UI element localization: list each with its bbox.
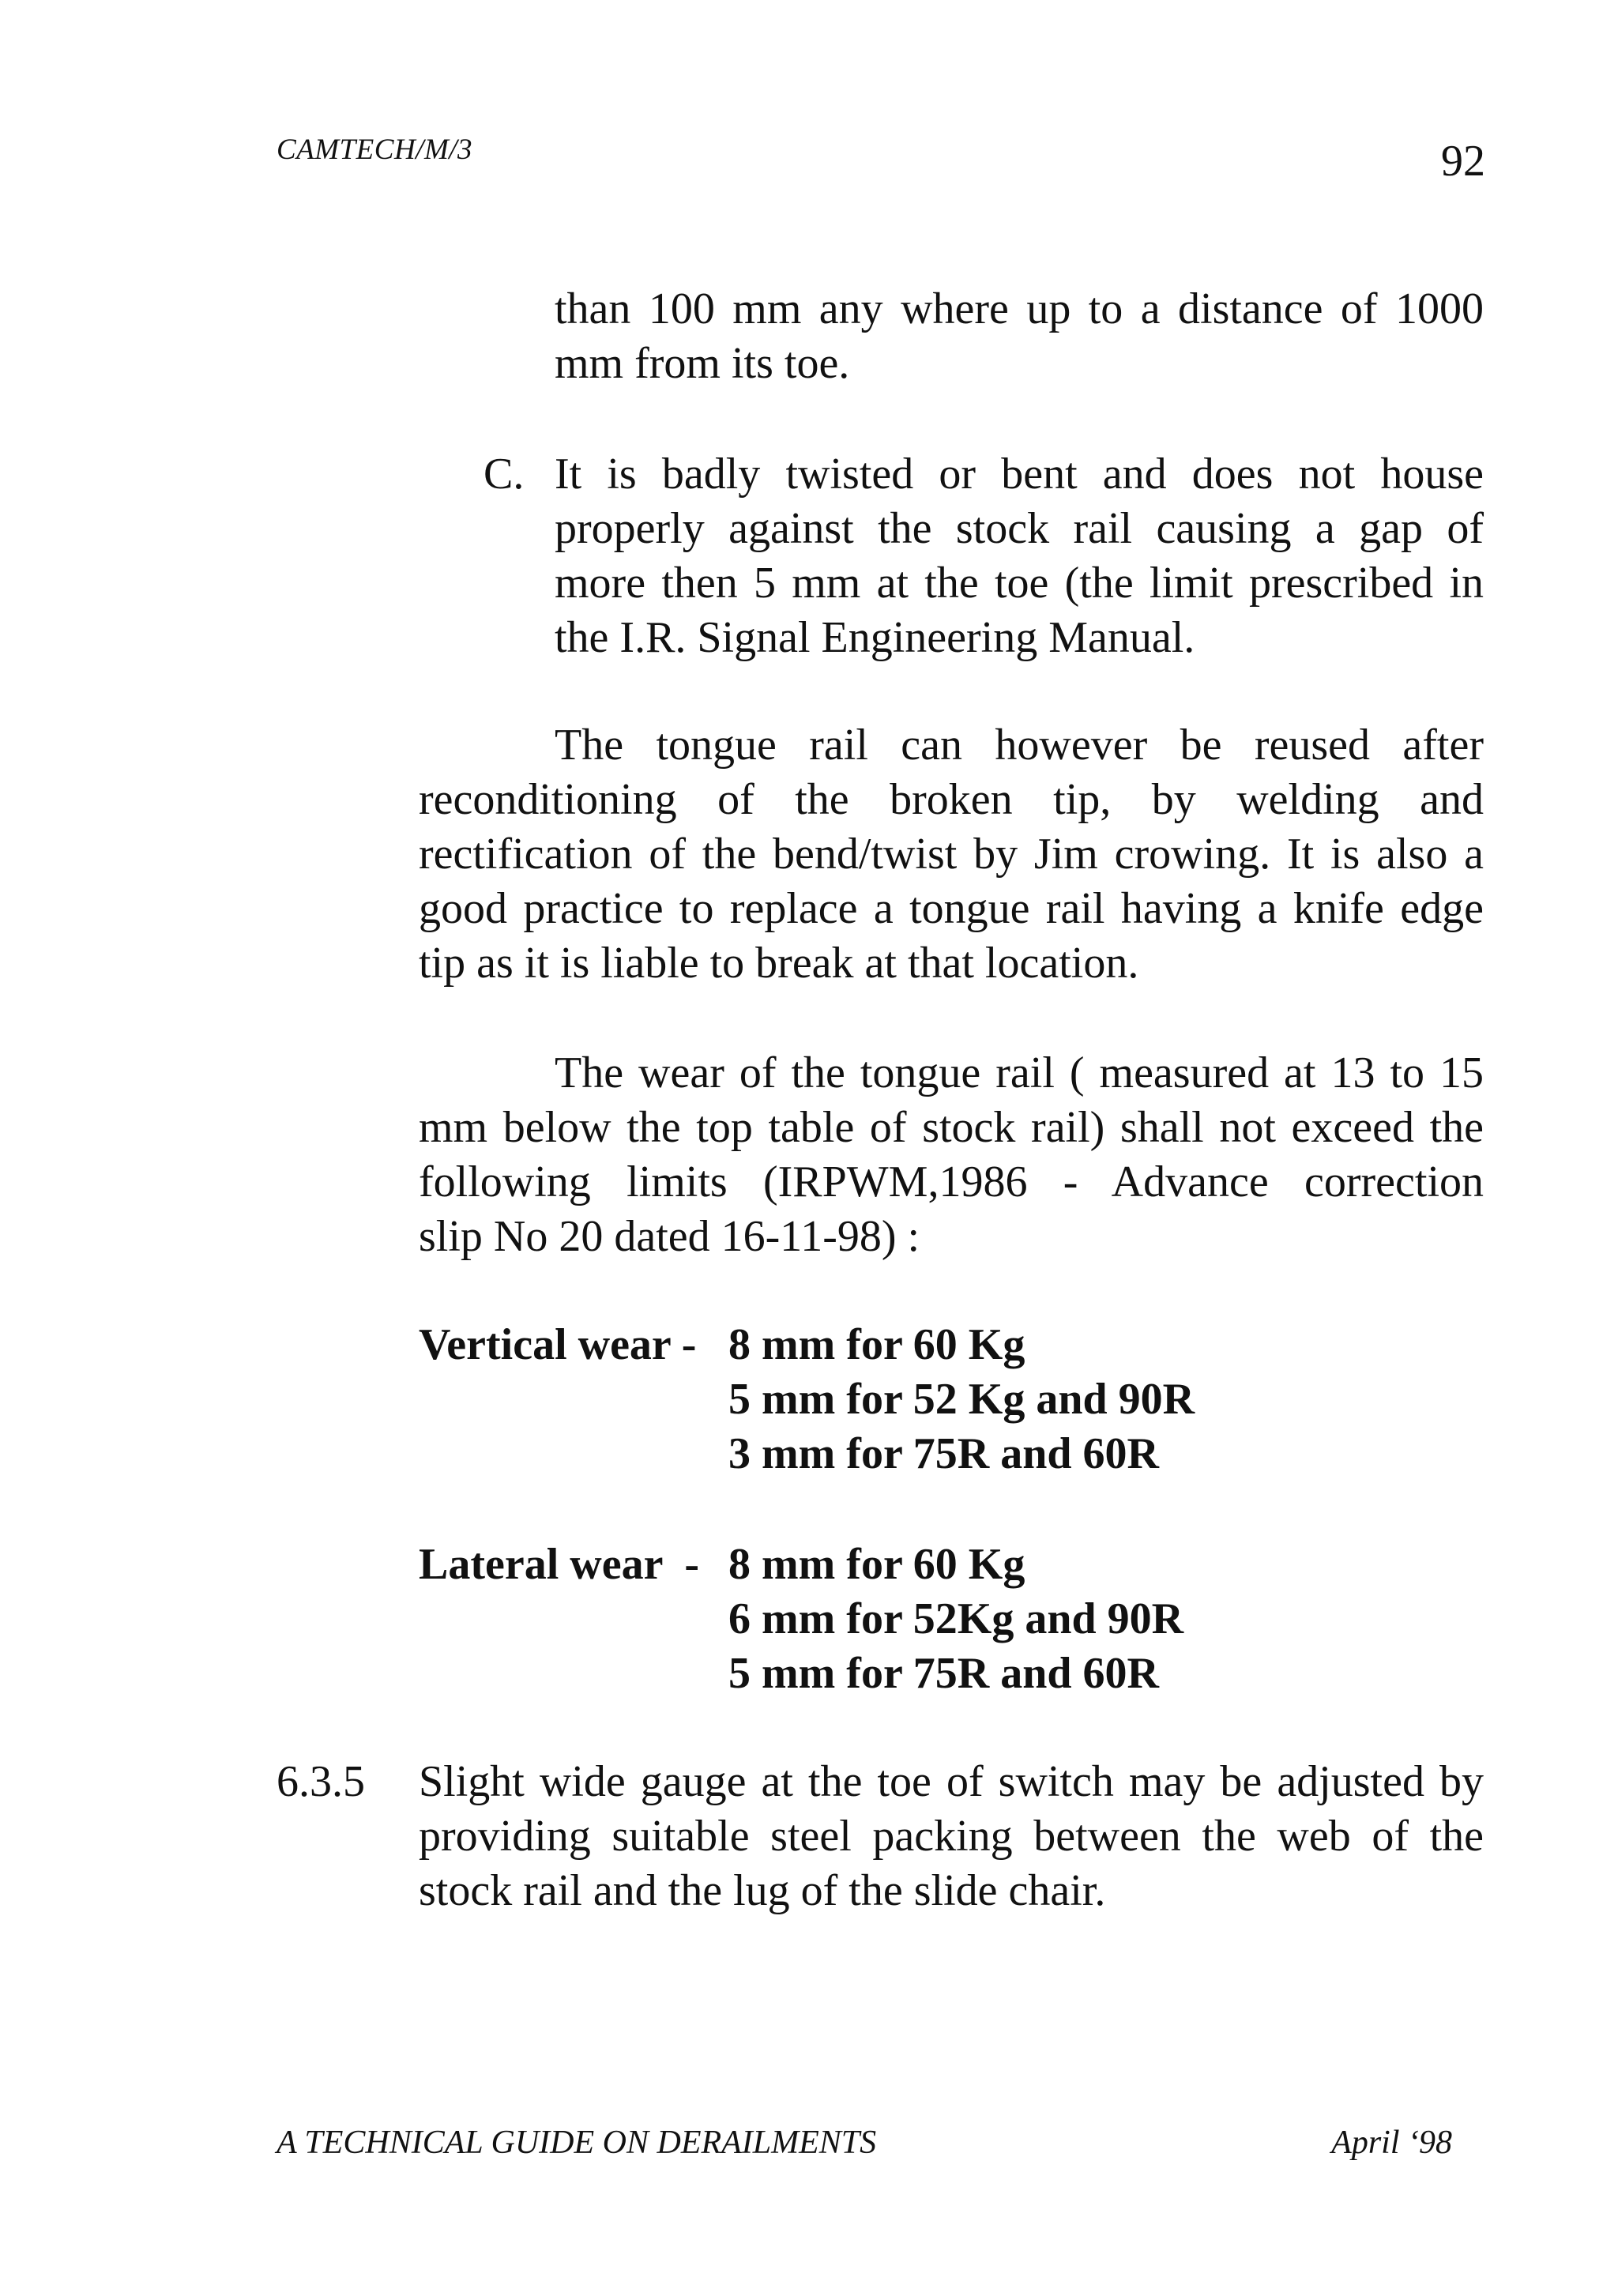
page-number: 92 — [1441, 137, 1485, 186]
section-text — [419, 1755, 1484, 1918]
paragraph-reuse — [419, 718, 1484, 991]
section-number: 6.3.5 — [277, 1757, 365, 1806]
text-line: stock rail and the lug of the slide chair. — [419, 1866, 1106, 1915]
text-line: the I.R. Signal Engineering Manual. — [555, 613, 1195, 662]
continuation-paragraph — [555, 282, 1484, 391]
text-line: It is badly twisted or bent and does not house — [555, 450, 1484, 499]
vertical-wear-label: Vertical wear - — [419, 1320, 697, 1369]
text-line: slip No 20 dated 16-11-98) : — [419, 1212, 920, 1261]
paragraph-wear-limits — [419, 1046, 1484, 1264]
text-line: mm from its toe. — [555, 339, 850, 388]
text-line: more then 5 mm at the toe (the limit prescribed in — [555, 559, 1484, 608]
item-c-text — [555, 447, 1484, 665]
text-line: The wear of the tongue rail ( measured at 13 to 15 — [555, 1048, 1484, 1097]
text-line: reconditioning of the broken tip, by welding and — [419, 775, 1484, 824]
text-line: providing suitable steel packing between the web of the — [419, 1812, 1484, 1861]
item-c-label: C. — [484, 450, 525, 499]
lateral-wear-label: Lateral wear - — [419, 1540, 700, 1589]
text-line: mm below the top table of stock rail) shall not exceed the — [419, 1103, 1484, 1152]
text-line: properly against the stock rail causing a gap of — [555, 504, 1484, 553]
text-line: tip as it is liable to break at that location. — [419, 939, 1139, 988]
wear-value: 8 mm for 60 Kg — [728, 1540, 1025, 1589]
wear-value: 5 mm for 75R and 60R — [728, 1649, 1159, 1698]
wear-value: 3 mm for 75R and 60R — [728, 1429, 1159, 1478]
text-line: rectification of the bend/twist by Jim crowing. It is also a — [419, 830, 1484, 879]
text-line: The tongue rail can however be reused after — [555, 721, 1484, 770]
lateral-wear-limits — [419, 1538, 1183, 1701]
text-line: good practice to replace a tongue rail having a knife edge — [419, 884, 1484, 933]
footer-date: April ‘98 — [1331, 2125, 1452, 2161]
text-line: than 100 mm any where up to a distance of 1000 — [555, 284, 1484, 333]
wear-value: 5 mm for 52 Kg and 90R — [728, 1375, 1195, 1424]
text-line: Slight wide gauge at the toe of switch may be adjusted by — [419, 1757, 1484, 1806]
wear-value: 8 mm for 60 Kg — [728, 1320, 1025, 1369]
vertical-wear-limits — [419, 1318, 1195, 1481]
footer-title: A TECHNICAL GUIDE ON DERAILMENTS — [277, 2125, 877, 2161]
text-line: following limits (IRPWM,1986 - Advance correction — [419, 1157, 1484, 1206]
document-code: CAMTECH/M/3 — [277, 134, 473, 166]
wear-value: 6 mm for 52Kg and 90R — [728, 1594, 1184, 1643]
